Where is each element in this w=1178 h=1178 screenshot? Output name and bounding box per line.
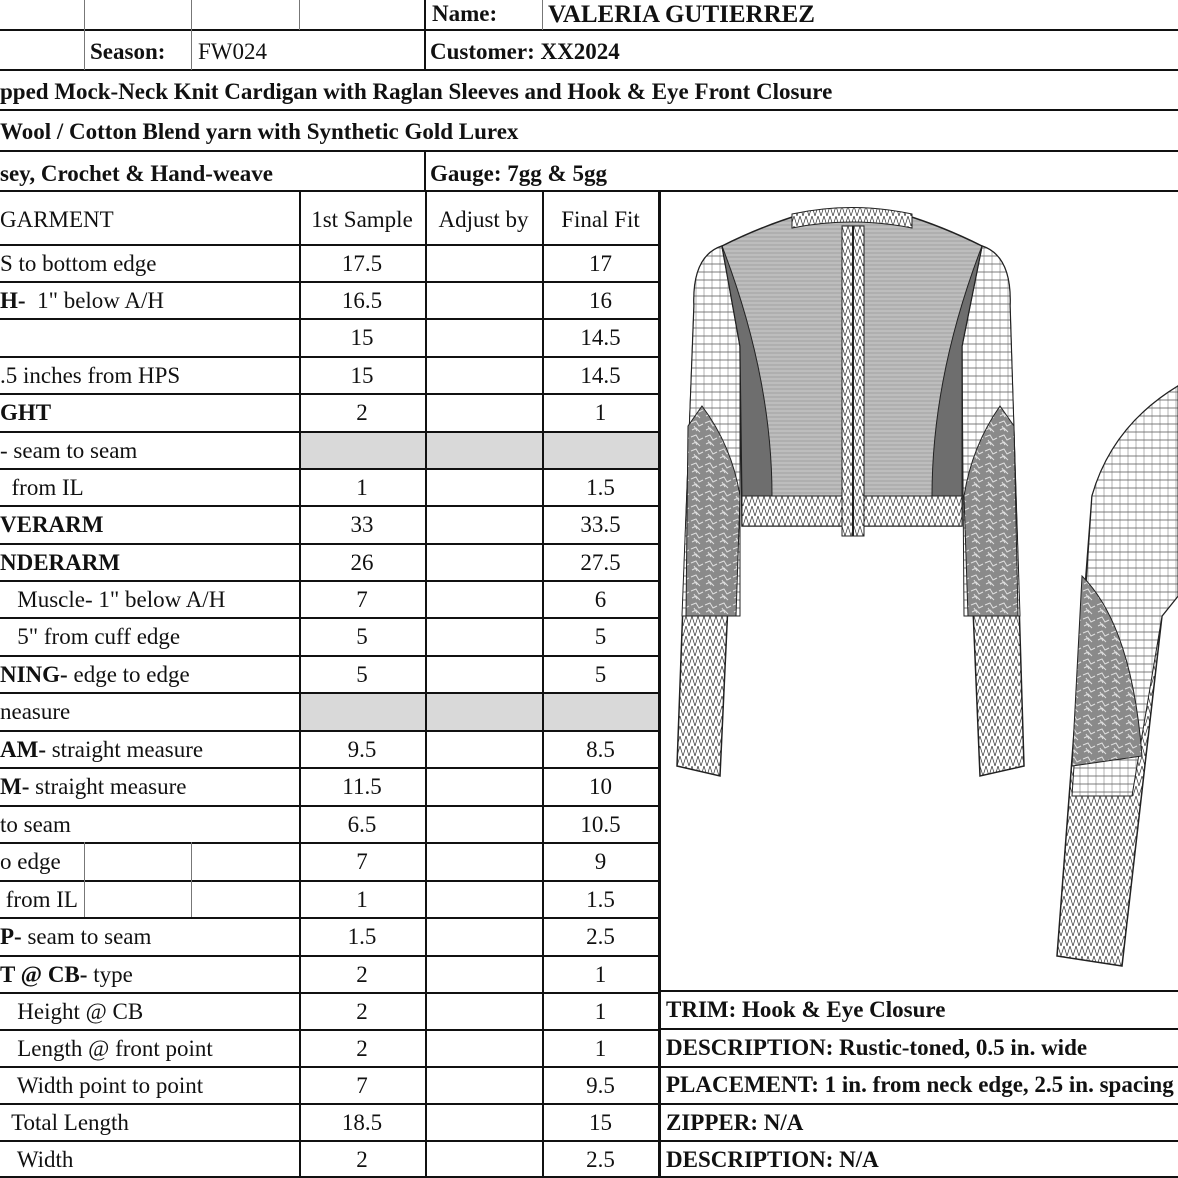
trim-divider bbox=[659, 1103, 1178, 1105]
final-fit-value: 1.5 bbox=[586, 887, 615, 912]
measurement-label-bold: T @ CB- bbox=[0, 962, 88, 987]
measurement-label bbox=[0, 1148, 73, 1171]
row-divider bbox=[0, 730, 659, 732]
final-fit-value: 14.5 bbox=[580, 325, 621, 350]
header-divider bbox=[0, 150, 1178, 152]
measurement-label bbox=[0, 252, 157, 275]
style-description: pped Mock-Neck Knit Cardigan with Raglan Sleeves and Hook & Eye Front Closure bbox=[0, 79, 833, 104]
measurement-label-text: from IL bbox=[0, 887, 78, 912]
final-fit-value: 10 bbox=[589, 774, 612, 799]
measurement-label bbox=[0, 401, 51, 424]
row-divider bbox=[0, 281, 659, 283]
measurement-label-text: Muscle- 1" below A/H bbox=[0, 587, 226, 612]
first-sample-value: 1.5 bbox=[347, 924, 377, 949]
column-divider bbox=[542, 192, 544, 1178]
measurement-label-bold: NDERARM bbox=[0, 550, 121, 575]
trim-trim: TRIM: Hook & Eye Closure bbox=[666, 997, 946, 1022]
column-divider bbox=[191, 842, 192, 917]
row-divider bbox=[0, 393, 659, 395]
measurement-label bbox=[0, 700, 70, 723]
cardigan-back-sketch-icon bbox=[1057, 386, 1178, 966]
measurement-label bbox=[0, 738, 203, 761]
row-divider bbox=[0, 955, 659, 957]
final-fit-value: 27.5 bbox=[580, 550, 621, 575]
measurement-label bbox=[0, 925, 151, 948]
yarn-description: Wool / Cotton Blend yarn with Synthetic Gold Lurex bbox=[0, 119, 519, 144]
column-header: Adjust by bbox=[438, 207, 529, 232]
measurement-label bbox=[0, 775, 187, 798]
column-header: 1st Sample bbox=[311, 207, 413, 232]
measurement-label bbox=[0, 625, 180, 648]
first-sample-value: 7 bbox=[356, 849, 368, 874]
trim-divider bbox=[659, 1066, 1178, 1068]
measurement-label-bold: H- bbox=[0, 288, 26, 313]
final-fit-value: 1 bbox=[594, 1036, 607, 1061]
measurement-label-text: edge to edge bbox=[67, 662, 190, 687]
measurement-label-text: - seam to seam bbox=[0, 438, 138, 463]
column-header: GARMENT bbox=[0, 207, 114, 232]
first-sample-value: 18.5 bbox=[341, 1110, 383, 1135]
header-divider bbox=[0, 69, 1178, 71]
row-divider bbox=[0, 880, 659, 882]
final-fit-value: 8.5 bbox=[586, 737, 615, 762]
header-divider bbox=[424, 0, 426, 70]
measurement-label bbox=[0, 813, 71, 836]
row-divider bbox=[0, 244, 659, 246]
row-divider bbox=[0, 1066, 659, 1068]
measurement-label-text: Total Length bbox=[0, 1110, 129, 1135]
final-fit-value: 6 bbox=[594, 587, 607, 612]
measurement-label-text: Width bbox=[0, 1147, 74, 1172]
column-divider bbox=[425, 192, 427, 1178]
measurement-label-text: straight measure bbox=[45, 737, 204, 762]
first-sample-value: 26 bbox=[350, 550, 374, 575]
first-sample-value: 7 bbox=[356, 587, 368, 612]
measurement-label bbox=[0, 588, 225, 611]
column-divider bbox=[658, 192, 661, 1178]
row-divider bbox=[0, 580, 659, 582]
measurement-label-text: Height @ CB bbox=[0, 999, 144, 1024]
final-fit-value: 9 bbox=[594, 849, 607, 874]
first-sample-value: 1 bbox=[356, 887, 368, 912]
row-divider bbox=[0, 1029, 659, 1031]
measurement-label-text: .5 inches from HPS bbox=[0, 363, 181, 388]
measurement-label-text: seam to seam bbox=[21, 924, 152, 949]
season-value: FW024 bbox=[198, 39, 267, 64]
row-divider bbox=[0, 617, 659, 619]
first-sample-value: 5 bbox=[356, 624, 368, 649]
name-label: Name: bbox=[432, 1, 498, 26]
column-divider bbox=[299, 192, 301, 1178]
trim-divider bbox=[659, 1028, 1178, 1030]
header-divider bbox=[542, 0, 543, 30]
first-sample-value: 2 bbox=[356, 1147, 368, 1172]
row-divider bbox=[0, 692, 659, 694]
measurement-label bbox=[0, 963, 133, 986]
final-fit-value: 9.5 bbox=[586, 1073, 615, 1098]
measurement-label bbox=[0, 551, 120, 574]
shaded-cell bbox=[299, 431, 659, 468]
column-header: Final Fit bbox=[561, 207, 640, 232]
final-fit-value: 1 bbox=[594, 400, 607, 425]
row-divider bbox=[0, 1103, 659, 1105]
final-fit-value: 1 bbox=[594, 962, 607, 987]
measurement-label bbox=[0, 476, 84, 499]
final-fit-value: 2.5 bbox=[586, 924, 615, 949]
header-divider bbox=[0, 190, 1178, 192]
measurement-label bbox=[0, 439, 137, 462]
final-fit-value: 1 bbox=[594, 999, 607, 1024]
measurement-label-bold: GHT bbox=[0, 400, 52, 425]
customer-label: Customer: XX2024 bbox=[430, 39, 620, 64]
season-label: Season: bbox=[90, 39, 166, 64]
measurement-label-text: Length @ front point bbox=[0, 1036, 213, 1061]
trim-zipper-description: DESCRIPTION: N/A bbox=[666, 1147, 879, 1172]
trim-description: DESCRIPTION: Rustic-toned, 0.5 in. wide bbox=[666, 1035, 1088, 1060]
final-fit-value: 14.5 bbox=[580, 363, 621, 388]
final-fit-value: 5 bbox=[594, 662, 607, 687]
measurement-label bbox=[0, 1037, 213, 1060]
final-fit-value: 33.5 bbox=[580, 512, 621, 537]
measurement-label-bold: VERARM bbox=[0, 512, 104, 537]
final-fit-value: 10.5 bbox=[580, 812, 621, 837]
measurement-label-text: 1" below A/H bbox=[25, 288, 165, 313]
row-divider bbox=[0, 805, 659, 807]
row-divider bbox=[0, 992, 659, 994]
first-sample-value: 2 bbox=[356, 1036, 368, 1061]
first-sample-value: 15 bbox=[350, 325, 374, 350]
first-sample-value: 33 bbox=[350, 512, 374, 537]
measurement-label bbox=[0, 1000, 143, 1023]
header-divider bbox=[0, 29, 1178, 31]
row-divider bbox=[0, 543, 659, 545]
measurement-label bbox=[0, 364, 180, 387]
header-divider bbox=[424, 150, 426, 192]
measurement-label-bold: P- bbox=[0, 924, 22, 949]
measurement-label bbox=[0, 1074, 203, 1097]
first-sample-value: 9.5 bbox=[347, 737, 377, 762]
row-divider bbox=[0, 468, 659, 470]
first-sample-value: 15 bbox=[350, 363, 374, 388]
final-fit-value: 17 bbox=[589, 251, 612, 276]
row-divider bbox=[0, 655, 659, 657]
shaded-cell bbox=[299, 692, 659, 730]
final-fit-value: 15 bbox=[589, 1110, 612, 1135]
trim-placement: PLACEMENT: 1 in. from neck edge, 2.5 in. spacing bbox=[666, 1072, 1174, 1097]
measurement-label bbox=[0, 888, 78, 911]
row-divider bbox=[0, 318, 659, 320]
first-sample-value: 7 bbox=[356, 1073, 368, 1098]
final-fit-value: 16 bbox=[589, 288, 612, 313]
first-sample-value: 2 bbox=[356, 962, 368, 987]
final-fit-value: 2.5 bbox=[586, 1147, 615, 1172]
row-divider bbox=[0, 842, 659, 844]
measurement-label bbox=[0, 513, 104, 536]
header-divider bbox=[0, 109, 1178, 111]
measurement-label-text: from IL bbox=[0, 475, 84, 500]
first-sample-value: 5 bbox=[356, 662, 368, 687]
cardigan-front-sketch-icon bbox=[677, 208, 1024, 777]
measurement-label-text: 5" from cuff edge bbox=[0, 624, 181, 649]
column-divider bbox=[84, 842, 85, 917]
measurement-label bbox=[0, 289, 164, 312]
measurement-label bbox=[0, 850, 61, 873]
header-divider bbox=[299, 0, 300, 30]
measurement-label-text: straight measure bbox=[29, 774, 187, 799]
trim-divider bbox=[659, 1140, 1178, 1142]
measurement-label bbox=[0, 1111, 129, 1134]
trim-divider bbox=[659, 990, 1178, 992]
row-divider bbox=[0, 356, 659, 358]
row-divider bbox=[0, 767, 659, 769]
first-sample-value: 1 bbox=[356, 475, 368, 500]
measurement-label-text: to seam bbox=[0, 812, 71, 837]
stitch-type: sey, Crochet & Hand-weave bbox=[0, 161, 273, 186]
measurement-label-bold: NING- bbox=[0, 662, 68, 687]
measurement-label-bold: AM- bbox=[0, 737, 46, 762]
measurement-label-text: o edge bbox=[0, 849, 61, 874]
first-sample-value: 6.5 bbox=[347, 812, 377, 837]
first-sample-value: 11.5 bbox=[342, 774, 382, 799]
garment-sketch bbox=[662, 196, 1178, 988]
first-sample-value: 2 bbox=[356, 400, 368, 425]
row-divider bbox=[0, 431, 659, 433]
measurement-label-bold: M- bbox=[0, 774, 30, 799]
measurement-label-text: S to bottom edge bbox=[0, 251, 157, 276]
measurement-label bbox=[0, 663, 190, 686]
first-sample-value: 2 bbox=[356, 999, 368, 1024]
header-divider bbox=[191, 0, 192, 70]
header-divider bbox=[84, 0, 85, 70]
row-divider bbox=[0, 917, 659, 919]
final-fit-value: 5 bbox=[594, 624, 607, 649]
row-divider bbox=[0, 505, 659, 507]
gauge: Gauge: 7gg & 5gg bbox=[430, 161, 607, 186]
trim-zipper: ZIPPER: N/A bbox=[666, 1110, 804, 1135]
measurement-label-text: Width point to point bbox=[0, 1073, 204, 1098]
first-sample-value: 17.5 bbox=[341, 251, 383, 276]
first-sample-value: 16.5 bbox=[341, 288, 383, 313]
final-fit-value: 1.5 bbox=[586, 475, 615, 500]
name-value: VALERIA GUTIERREZ bbox=[548, 1, 815, 28]
measurement-label-text: type bbox=[87, 962, 133, 987]
row-divider bbox=[0, 1140, 659, 1142]
measurement-label-text: neasure bbox=[0, 699, 71, 724]
